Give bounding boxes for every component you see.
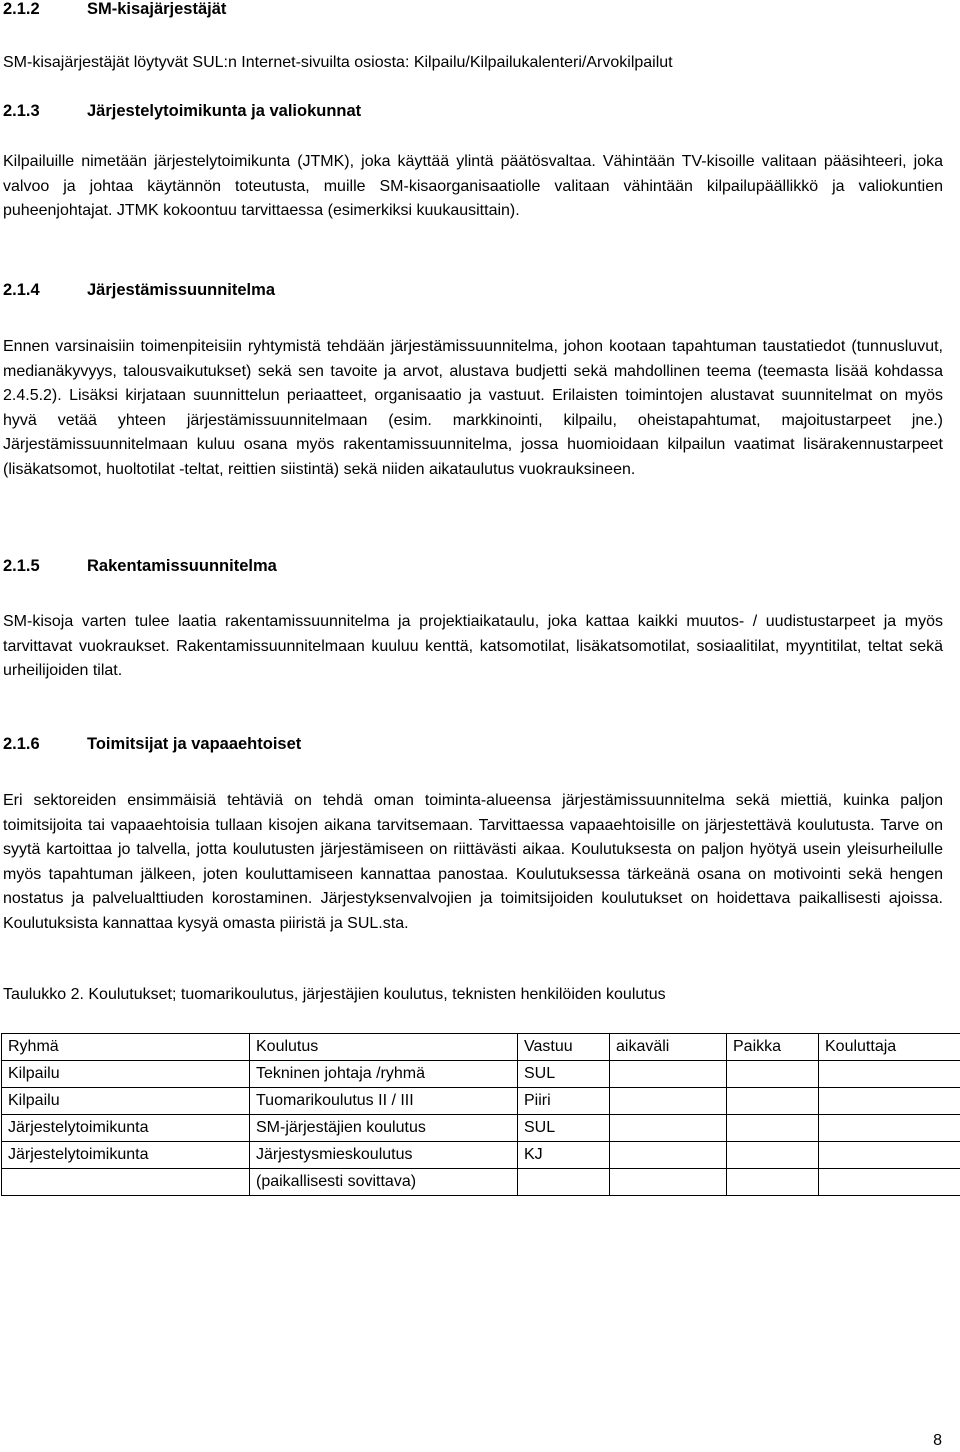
table-cell bbox=[819, 1115, 960, 1142]
table-cell: Tekninen johtaja /ryhmä bbox=[250, 1061, 518, 1088]
section-number: 2.1.6 bbox=[3, 735, 40, 753]
table-row bbox=[2, 1061, 960, 1088]
table-cell bbox=[727, 1088, 819, 1115]
table-cell bbox=[610, 1115, 727, 1142]
section-title: Rakentamissuunnitelma bbox=[87, 557, 277, 575]
section-heading-2-1-3 bbox=[3, 102, 361, 121]
table-row bbox=[2, 1088, 960, 1115]
table-cell bbox=[819, 1061, 960, 1088]
table-cell bbox=[727, 1061, 819, 1088]
paragraph-sm-kisajarjestajat: SM-kisajärjestäjät löytyvät SUL:n Internet-sivuilta osiosta: Kilpailu/Kilpailukalenteri/Arvokilpailut bbox=[3, 54, 673, 71]
section-number: 2.1.5 bbox=[3, 557, 40, 575]
table-cell bbox=[819, 1142, 960, 1169]
page-number: 8 bbox=[933, 1432, 942, 1449]
table-cell: Kilpailu bbox=[2, 1088, 250, 1115]
table-cell: KJ bbox=[518, 1142, 610, 1169]
table-cell bbox=[727, 1142, 819, 1169]
table-header-row bbox=[2, 1034, 960, 1061]
table-cell bbox=[610, 1088, 727, 1115]
table-header-cell: Kouluttaja bbox=[819, 1034, 960, 1061]
section-title: Järjestämissuunnitelma bbox=[87, 281, 275, 299]
table-row bbox=[2, 1115, 960, 1142]
table-cell: Järjestysmieskoulutus bbox=[250, 1142, 518, 1169]
table-cell bbox=[819, 1169, 960, 1196]
section-title: Toimitsijat ja vapaaehtoiset bbox=[87, 735, 302, 753]
table-cell bbox=[727, 1169, 819, 1196]
section-heading-2-1-2 bbox=[3, 0, 226, 19]
section-title: SM-kisajärjestäjät bbox=[87, 0, 227, 18]
table-header-cell: Ryhmä bbox=[2, 1034, 250, 1061]
section-title: Järjestelytoimikunta ja valiokunnat bbox=[87, 102, 362, 120]
section-heading-2-1-6 bbox=[3, 735, 301, 754]
table-cell bbox=[610, 1169, 727, 1196]
table-cell bbox=[2, 1169, 250, 1196]
section-number: 2.1.2 bbox=[3, 0, 40, 18]
training-table bbox=[1, 1033, 960, 1196]
table-cell bbox=[727, 1115, 819, 1142]
table-cell: Tuomarikoulutus II / III bbox=[250, 1088, 518, 1115]
table-header-cell: Koulutus bbox=[250, 1034, 518, 1061]
table-cell bbox=[518, 1169, 610, 1196]
paragraph-toimitsijat: Eri sektoreiden ensimmäisiä tehtäviä on tehdä oman toiminta-alueensa järjestämissuunnitelma sekä miettiä, kuinka paljon toimitsijoita tai vapaaehtoisia tullaan kisojen aikana tarvitsemaan. Tarvittaessa vapaaehtoisille on järjestettävä koulutusta. Tarve on syytä kartoittaa jo talvella, jotta koulutusten järjestämiseen on riittävästi aikaa. Koulutuksesta on paljon hyötyä usein yleisurheilulle myös tapahtuman jälkeen, joten kouluttamiseen kannattaa panostaa. Koulutuksessa tärkeänä osana on motivointi sekä hengen nostatus ja palvelualttiuden korostaminen. Järjestyksenvalvojien ja toimitsijoiden koulutukset on hoidettava paikallisesti ajoissa. Koulutuksista kannattaa kysyä omasta piiristä ja SUL.sta. bbox=[3, 792, 943, 932]
table-cell: Piiri bbox=[518, 1088, 610, 1115]
table-header-cell: Paikka bbox=[727, 1034, 819, 1061]
table-cell: SM-järjestäjien koulutus bbox=[250, 1115, 518, 1142]
table-cell: SUL bbox=[518, 1061, 610, 1088]
section-heading-2-1-4 bbox=[3, 281, 275, 300]
paragraph-rakentamissuunnitelma: SM-kisoja varten tulee laatia rakentamissuunnitelma ja projektiaikataulu, joka kattaa kaikki muutos- / uudistustarpeet ja myös tarvittavat vuokraukset. Rakentamissuunnitelmaan kuuluu kenttä, katsomotilat, lisäkatsomotilat, sosiaalitilat, myyntitilat, teltat sekä urheilijoiden tilat. bbox=[3, 613, 943, 679]
table-cell bbox=[610, 1061, 727, 1088]
table-cell: SUL bbox=[518, 1115, 610, 1142]
table-cell: Järjestelytoimikunta bbox=[2, 1142, 250, 1169]
table-header-cell: aikaväli bbox=[610, 1034, 727, 1061]
table-cell: Kilpailu bbox=[2, 1061, 250, 1088]
paragraph-jarjestelytoimikunta: Kilpailuille nimetään järjestelytoimikunta (JTMK), joka käyttää ylintä päätösvaltaa. Vähintään TV-kisoille valitaan pääsihteeri, joka valvoo ja johtaa käytännön toteutusta, muille SM-kisaorganisaatiolle valitaan vähintään kilpailupäällikkö ja valiokuntien puheenjohtajat. JTMK kokoontuu tarvittaessa (esimerkiksi kuukausittain). bbox=[3, 153, 943, 219]
table-caption: Taulukko 2. Koulutukset; tuomarikoulutus, järjestäjien koulutus, teknisten henkilöiden koulutus bbox=[3, 986, 666, 1003]
table-header-cell: Vastuu bbox=[518, 1034, 610, 1061]
table-cell: (paikallisesti sovittava) bbox=[250, 1169, 518, 1196]
section-heading-2-1-5 bbox=[3, 557, 277, 576]
table-row bbox=[2, 1142, 960, 1169]
table-cell: Järjestelytoimikunta bbox=[2, 1115, 250, 1142]
paragraph-jarjestamissuunnitelma: Ennen varsinaisiin toimenpiteisiin ryhtymistä tehdään järjestämissuunnitelma, johon kootaan tapahtuman taustatiedot (tunnusluvut, medianäkyvyys, talousvaikutukset) sekä sen tavoite ja arvot, alustava budjetti sekä mahdollinen teema (teemasta lisää kohdassa 2.4.5.2). Lisäksi kirjataan suunnittelun periaatteet, organisaatio ja vastuut. Erilaisten toimintojen alustavat suunnitelmat on myös hyvä vetää yhteen järjestämissuunnitelmaan (esim. markkinointi, kilpailu, oheistapahtumat, majoitustarpeet jne.) Järjestämissuunnitelmaan kuluu osana myös rakentamissuunnitelma, jossa huomioidaan kilpailun vaatimat lisärakennustarpeet (lisäkatsomot, huoltotilat -teltat, reittien siistintä) sekä niiden aikataulutus vuokrauksineen. bbox=[3, 338, 943, 478]
table-cell bbox=[610, 1142, 727, 1169]
section-number: 2.1.4 bbox=[3, 281, 40, 299]
table-row bbox=[2, 1169, 960, 1196]
section-number: 2.1.3 bbox=[3, 102, 40, 120]
table-cell bbox=[819, 1088, 960, 1115]
